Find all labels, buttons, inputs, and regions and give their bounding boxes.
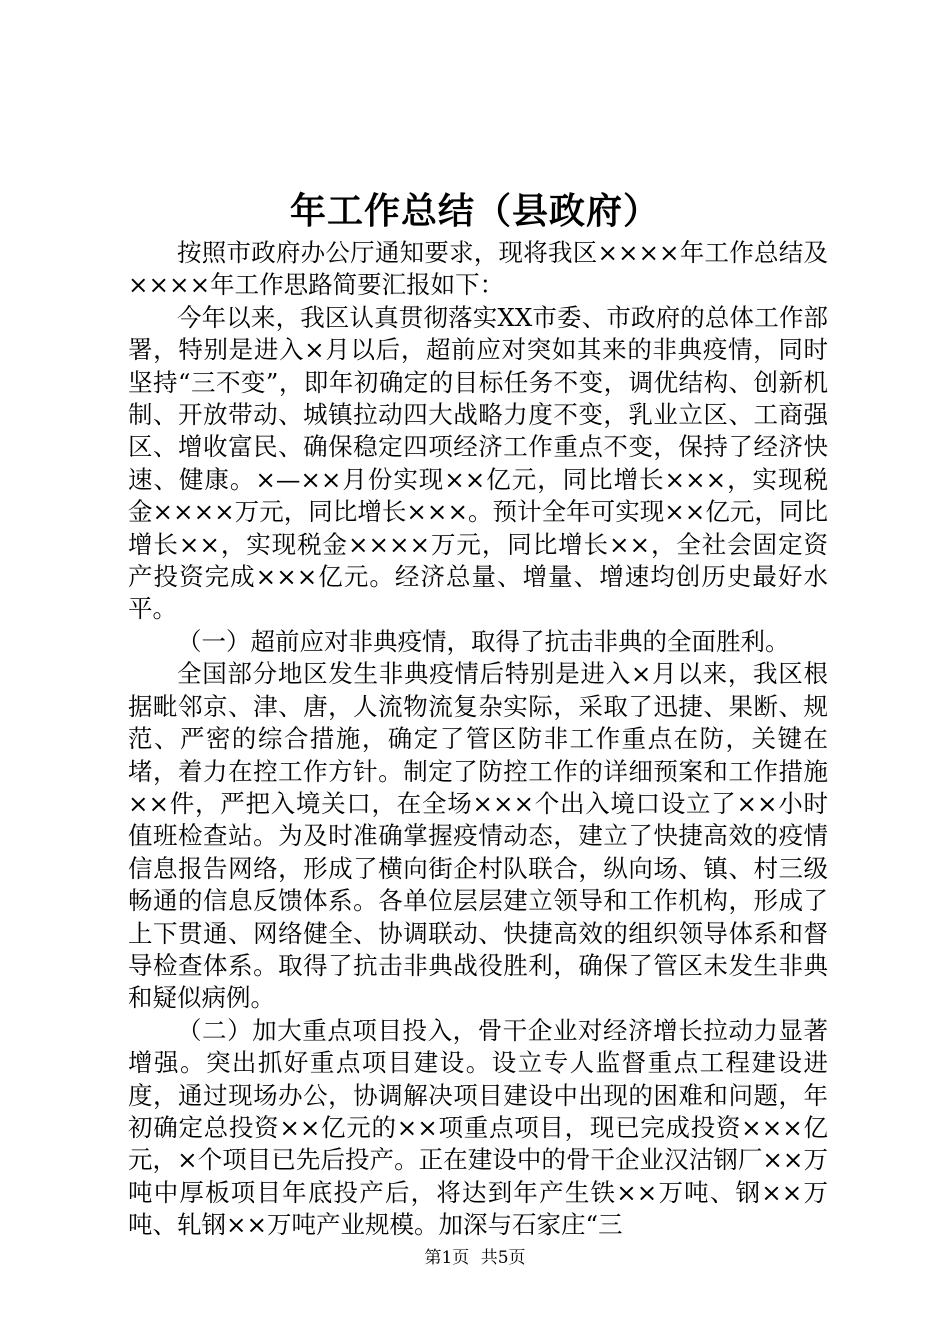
section-heading-1: （一）超前应对非典疫情，取得了抗击非典的全面胜利。 (177, 626, 790, 656)
document-body (128, 237, 828, 1242)
paragraph-key-projects: （二）加大重点项目投入，骨干企业对经济增长拉动力显著增强。突出抓好重点项目建设。设立专人监督重点工程建设进度，通过现场办公，协调解决项目建设中出现的困难和问题，年初确定总投资××亿元的××项重点项目，现已完成投资×××亿元，×个项目已先后投产。正在建设中的骨干企业汉沽钢厂××万吨中厚板项目年底投产后，将达到年产生铁××万吨、钢××万吨、轧钢××万吨产业规模。加深与石家庄“三 (128, 1015, 828, 1240)
page-number: 第1页 (424, 1248, 470, 1268)
paragraph-intro: 按照市政府办公厅通知要求，现将我区××××年工作总结及××××年工作思路简要汇报如下： (128, 238, 828, 300)
page-total: 共5页 (480, 1248, 526, 1268)
paragraph-overview: 今年以来，我区认真贯彻落实XX市委、市政府的总体工作部署，特别是进入×月以后，超前应对突如其来的非典疫情，同时坚持“三不变”，即年初确定的目标任务不变，调优结构、创新机制、开放带动、城镇拉动四大战略力度不变，乳业立区、工商强区、增收富民、确保稳定四项经济工作重点不变，保持了经济快速、健康。×—××月份实现××亿元，同比增长×××，实现税金××××万元，同比增长×××。预计全年可实现××亿元，同比增长××，实现税金××××万元，同比增长××，全社会固定资产投资完成×××亿元。经济总量、增量、增速均创历史最好水平。 (128, 302, 828, 624)
paragraph-sars-response: 全国部分地区发生非典疫情后特别是进入×月以来，我区根据毗邻京、津、唐，人流物流复杂实际，采取了迅捷、果断、规范、严密的综合措施，确定了管区防非工作重点在防，关键在堵，着力在控工作方针。制定了防控工作的详细预案和工作措施××件，严把入境关口，在全场×××个出入境口设立了××小时值班检查站。为及时准确掌握疫情动态，建立了快捷高效的疫情信息报告网络，形成了横向街企村队联合，纵向场、镇、村三级畅通的信息反馈体系。各单位层层建立领导和工作机构，形成了上下贯通、网络健全、协调联动、快捷高效的组织领导体系和督导检查体系。取得了抗击非典战役胜利，确保了管区未发生非典和疑似病例。 (128, 659, 828, 1013)
document-title: 年工作总结（县政府） (289, 190, 660, 232)
page-footer (0, 1243, 950, 1268)
